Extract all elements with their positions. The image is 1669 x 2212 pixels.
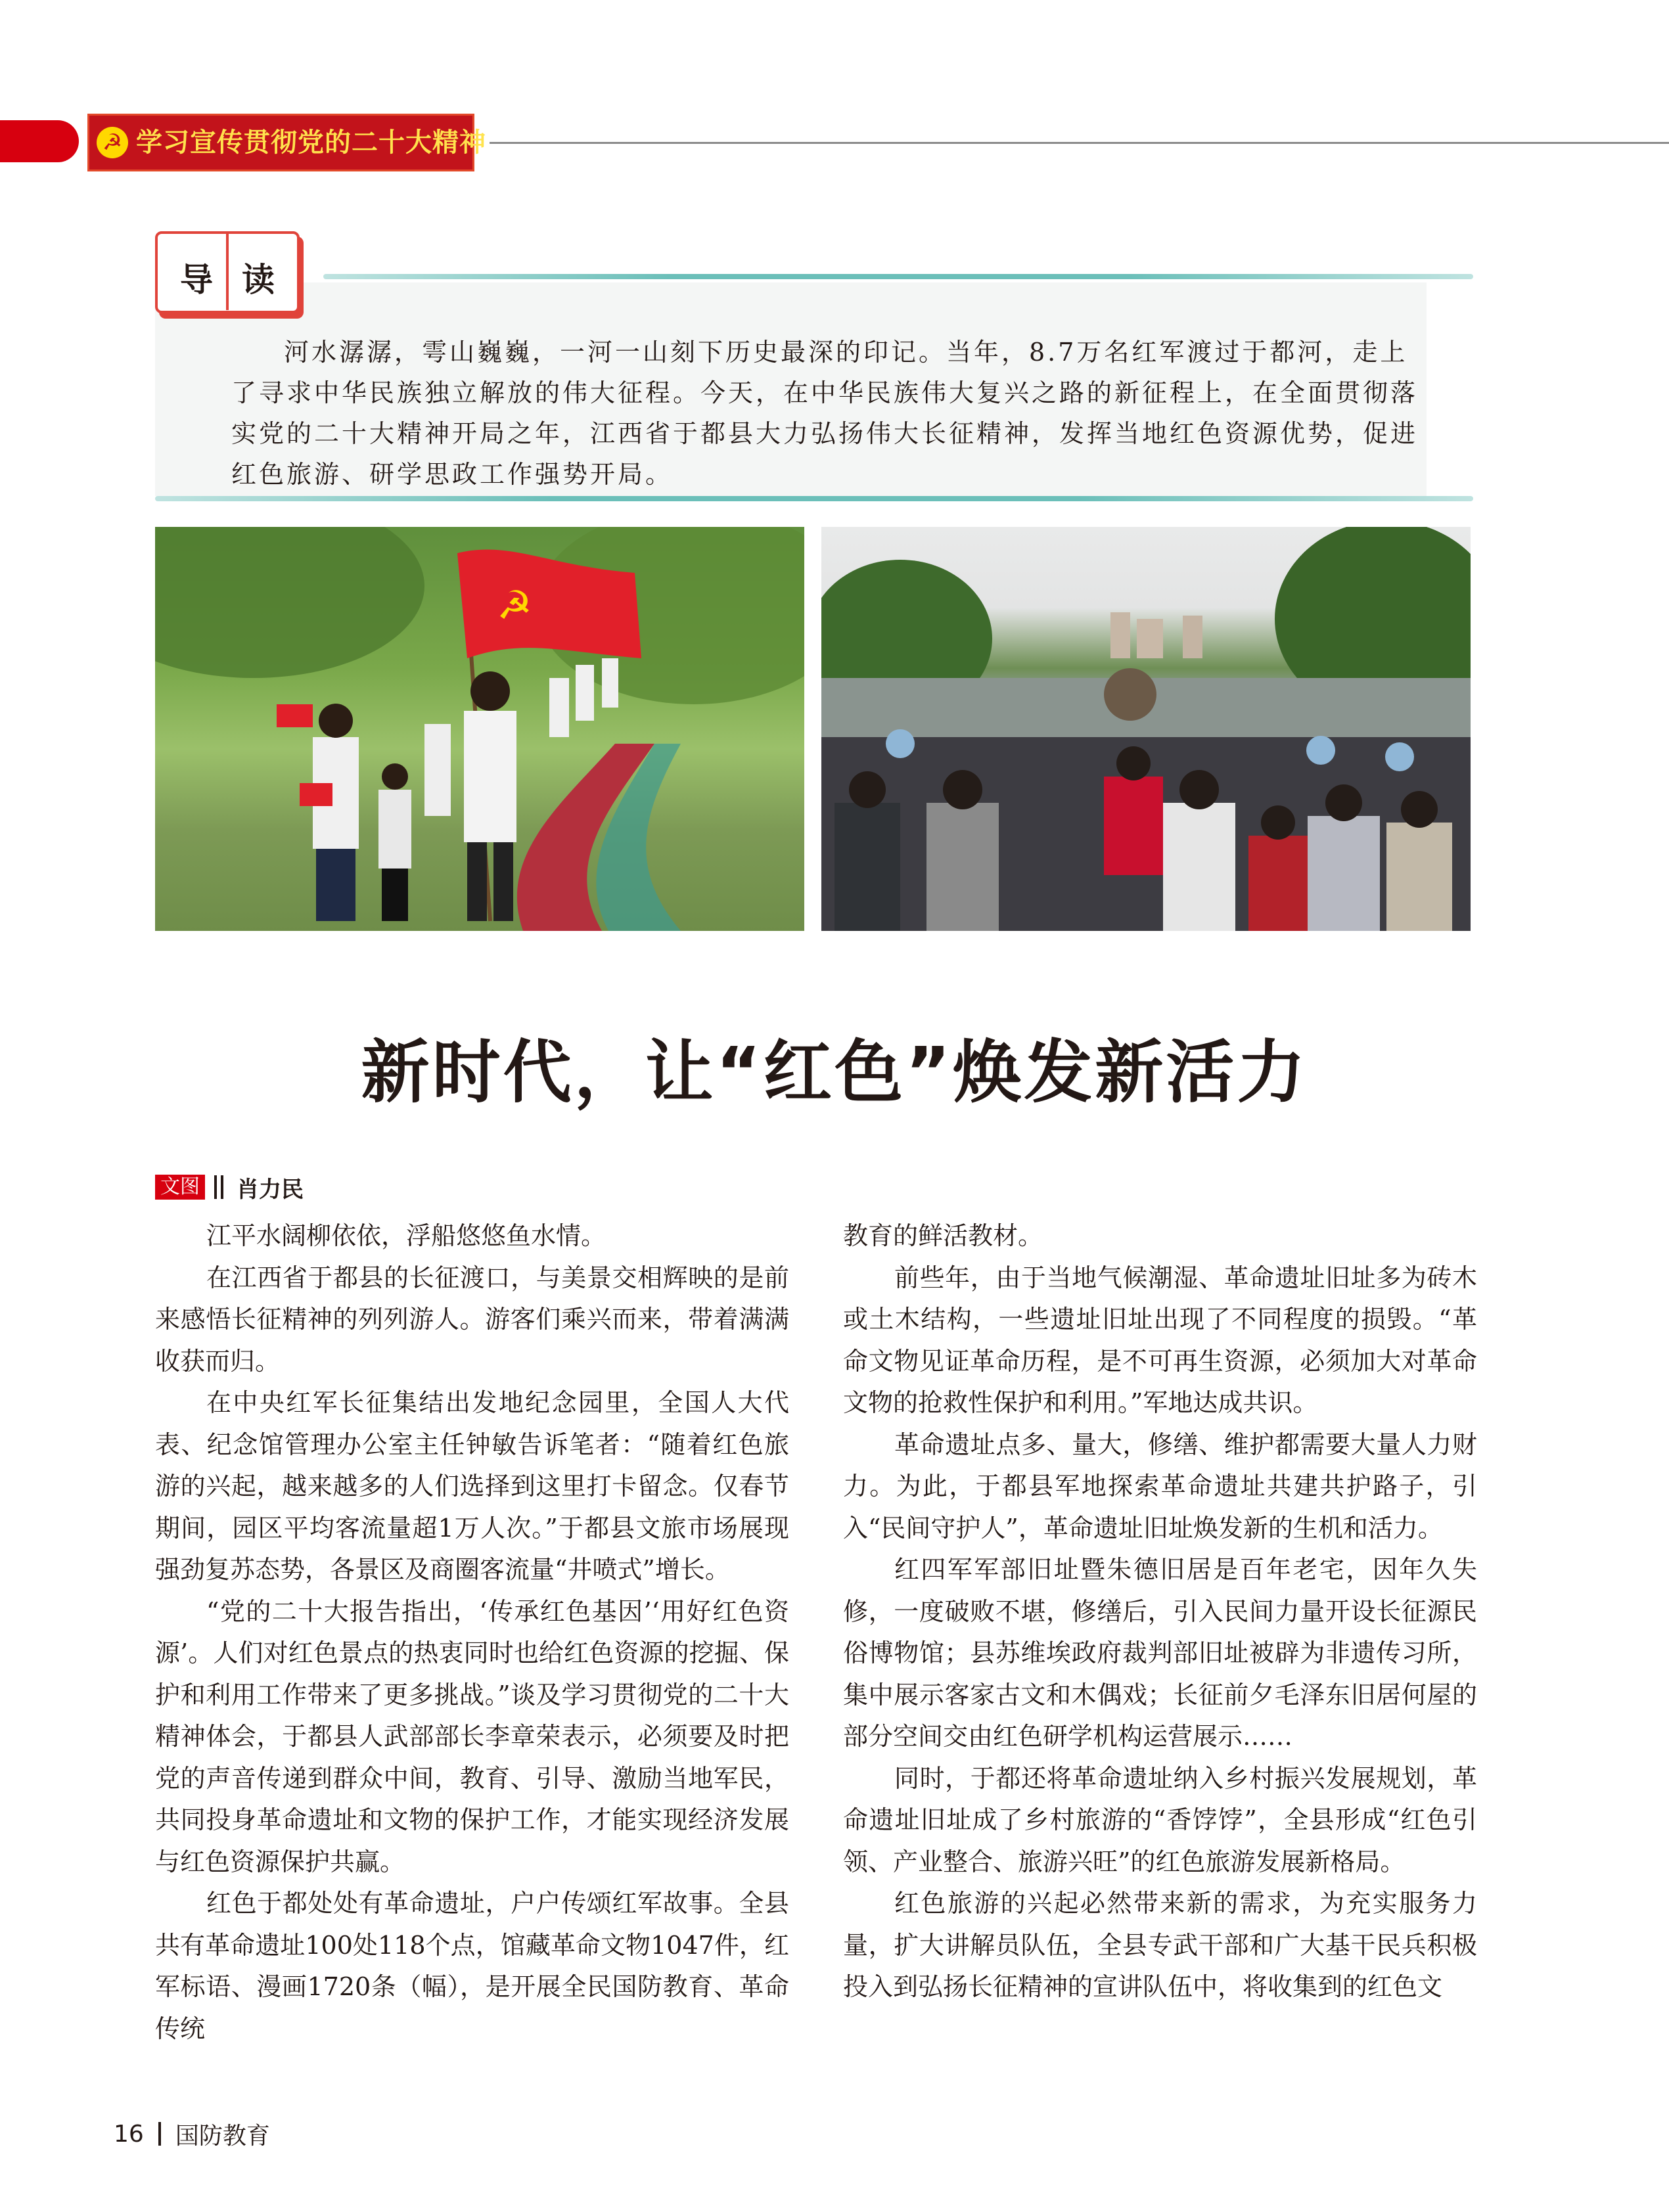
byline-divider [214,1175,217,1199]
header-rule [490,142,1669,144]
body-paragraph: 同时，于都还将革命遗址纳入乡村振兴发展规划，革命遗址旧址成了乡村旅游的“香饽饽”，全县形成“红色引领、产业整合、旅游兴旺”的红色旅游发展新格局。 [843,1763,1477,1876]
byline-divider [221,1175,223,1199]
guide-paragraph: 河水潺潺，雩山巍巍，一河一山刻下历史最深的印记。当年，8.7万名红军渡过于都河，走上了寻求中华民族独立解放的伟大征程。今天，在中华民族伟大复兴之路的新征程上，在全面贯彻落实党的二十大精神开局之年，江西省于都县大力弘扬伟大长征精神，发挥当地红色资源优势，促进红色旅游、研学思政工作强势开局。 [231,338,1419,489]
body-paragraph: “党的二十大报告指出，‘传承红色基因’‘用好红色资源’。人们对红色景点的热衷同时也给红色资源的挖掘、保护和利用工作带来了更多挑战。”谈及学习贯彻党的二十大精神体会，于都县人武部部长李章荣表示，必须要及时把党的声音传递到群众中间，教育、引导、激励当地军民，共同投身革命遗址和文物的保护工作，才能实现经济发展与红色资源保护共赢。 [155,1596,789,1876]
article-title: 新时代，让“红色”焕发新活力 [361,1032,1308,1112]
author-name: 肖力民 [237,1176,304,1203]
guide-label-char-2: 读 [242,261,275,299]
byline [155,1173,304,1201]
footer-divider [158,2122,161,2146]
body-paragraph: 红色旅游的兴起必然带来新的需求，为充实服务力量，扩大讲解员队伍，全县专武干部和广大基干民兵积极投入到弘扬长征精神的宣讲队伍中，将收集到的红色文 [843,1889,1477,2001]
body-paragraph: 在江西省于都县的长征渡口，与美景交相辉映的是前来感悟长征精神的列列游人。游客们乘兴而来，带着满满收获而归。 [155,1263,789,1376]
guide-book-icon [155,231,300,317]
body-column-left [155,1215,789,2050]
banner-red-tab [0,120,79,162]
body-paragraph: 革命遗址点多、量大，修缮、维护都需要大量人力财力。为此，于都县军地探索革命遗址共建共护路子，引入“民间守护人”，革命遗址旧址焕发新的生机和活力。 [843,1430,1477,1543]
magazine-name: 国防教育 [175,2122,270,2150]
body-paragraph: 红四军军部旧址暨朱德旧居是百年老宅，因年久失修，一度破败不堪，修缮后，引入民间力量开设长征源民俗博物馆；县苏维埃政府裁判部旧址被辟为非遗传习所，集中展示客家古文和木偶戏；长征前夕毛泽东旧居何屋的部分空间交由红色研学机构运营展示…… [843,1555,1477,1751]
body-paragraph-continued: 教育的鲜活教材。 [843,1221,1043,1250]
photo-riverside-illustration [821,527,1471,931]
page-number: 16 [114,2120,144,2148]
svg-text:☭: ☭ [497,583,532,629]
photo-flag-march [155,527,804,931]
photo-riverside-performance [821,527,1471,931]
guide-text [231,332,1434,495]
guide-top-rule [323,274,1473,279]
party-emblem-icon: ☭ [97,127,128,158]
body-column-right [843,1215,1477,2008]
body-paragraph: 前些年，由于当地气候潮湿、革命遗址旧址多为砖木或土木结构，一些遗址旧址出现了不同程度的损毁。“革命文物见证革命历程，是不可再生资源，必须加大对革命文物的抢救性保护和利用。”军地达成共识。 [843,1263,1477,1417]
body-paragraph: 在中央红军长征集结出发地纪念园里，全国人大代表、纪念馆管理办公室主任钟敏告诉笔者：“随着红色旅游的兴起，越来越多的人们选择到这里打卡留念。仅春节期间，园区平均客流量超1万人次。”于都县文旅市场展现强劲复苏态势，各景区及商圈客流量“井喷式”增长。 [155,1388,789,1584]
body-paragraph: 红色于都处处有革命遗址，户户传颂红军故事。全县共有革命遗址100处118个点，馆藏革命文物1047件，红军标语、漫画1720条（幅），是开展全民国防教育、革命传统 [155,1889,789,2043]
byline-tag: 文图 [155,1175,205,1200]
guide-bottom-rule [155,496,1473,501]
body-paragraph: 江平水阔柳依依，浮船悠悠鱼水情。 [206,1221,606,1250]
section-banner [87,114,486,171]
guide-label-char-1: 导 [180,261,213,299]
section-banner-title: 学习宣传贯彻党的二十大精神 [136,127,486,158]
photo-flag-march-illustration [155,527,804,931]
page-footer [114,2119,270,2148]
